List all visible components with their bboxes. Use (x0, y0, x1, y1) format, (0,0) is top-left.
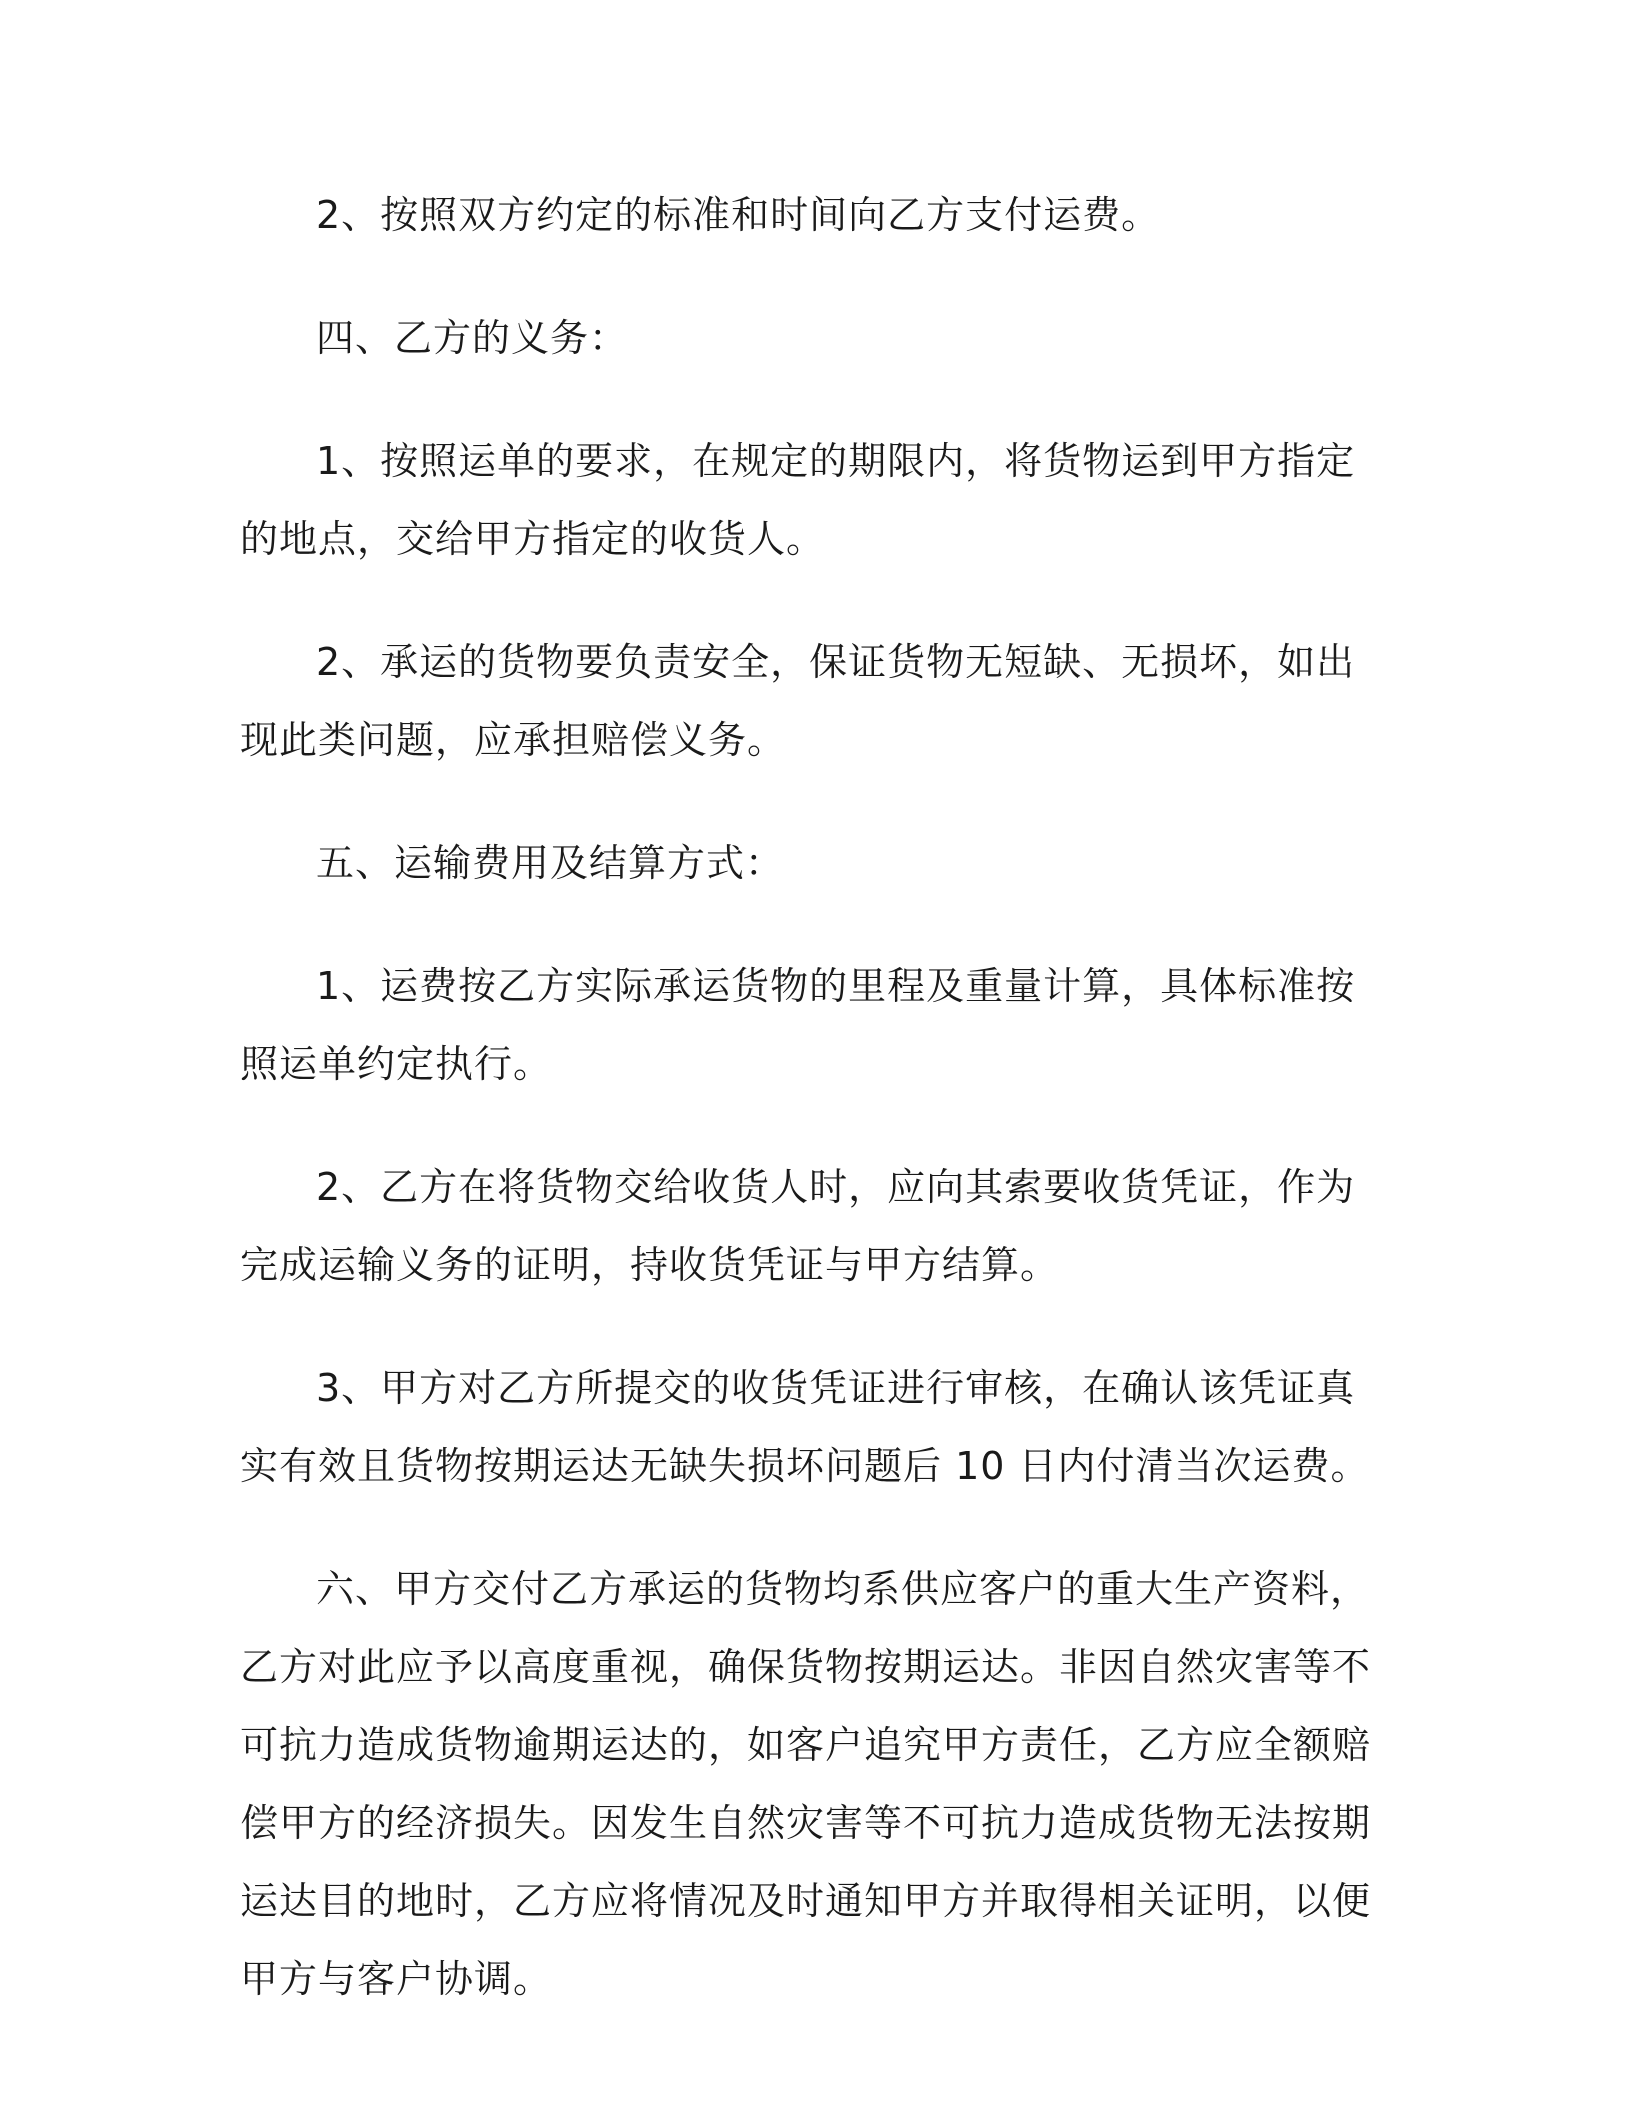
paragraph-force-majeure: 六、甲方交付乙方承运的货物均系供应客户的重大生产资料，乙方对此应予以高度重视，确保货物按期运达。非因自然灾害等不可抗力造成货物逾期运达的，如客户追究甲方责任，乙方应全额赔偿甲方的经济损失。因发生自然灾害等不可抗力造成货物无法按期运达目的地时，乙方应将情况及时通知甲方并取得相关证明，以便甲方与客户协调。 (240, 1567, 1372, 2001)
document-body (240, 176, 1380, 2018)
paragraph-freight-calculation: 1、运费按乙方实际承运货物的里程及重量计算，具体标准按照运单约定执行。 (240, 964, 1356, 1086)
paragraph-cargo-safety: 2、承运的货物要负责安全，保证货物无短缺、无损坏，如出现此类问题，应承担赔偿义务。 (240, 640, 1356, 762)
paragraph-delivery-requirement: 1、按照运单的要求，在规定的期限内，将货物运到甲方指定的地点，交给甲方指定的收货人。 (240, 439, 1356, 561)
paragraph-voucher-review: 3、甲方对乙方所提交的收货凭证进行审核，在确认该凭证真实有效且货物按期运达无缺失损坏问题后 10 日内付清当次运费。 (240, 1366, 1370, 1488)
section-heading-party-b-obligations: 四、乙方的义务： (316, 316, 629, 360)
paragraph-receipt-voucher: 2、乙方在将货物交给收货人时，应向其索要收货凭证，作为完成运输义务的证明，持收货凭证与甲方结算。 (240, 1165, 1356, 1287)
paragraph-payment-freight: 2、按照双方约定的标准和时间向乙方支付运费。 (316, 193, 1161, 237)
section-heading-freight-settlement: 五、运输费用及结算方式： (316, 841, 785, 885)
